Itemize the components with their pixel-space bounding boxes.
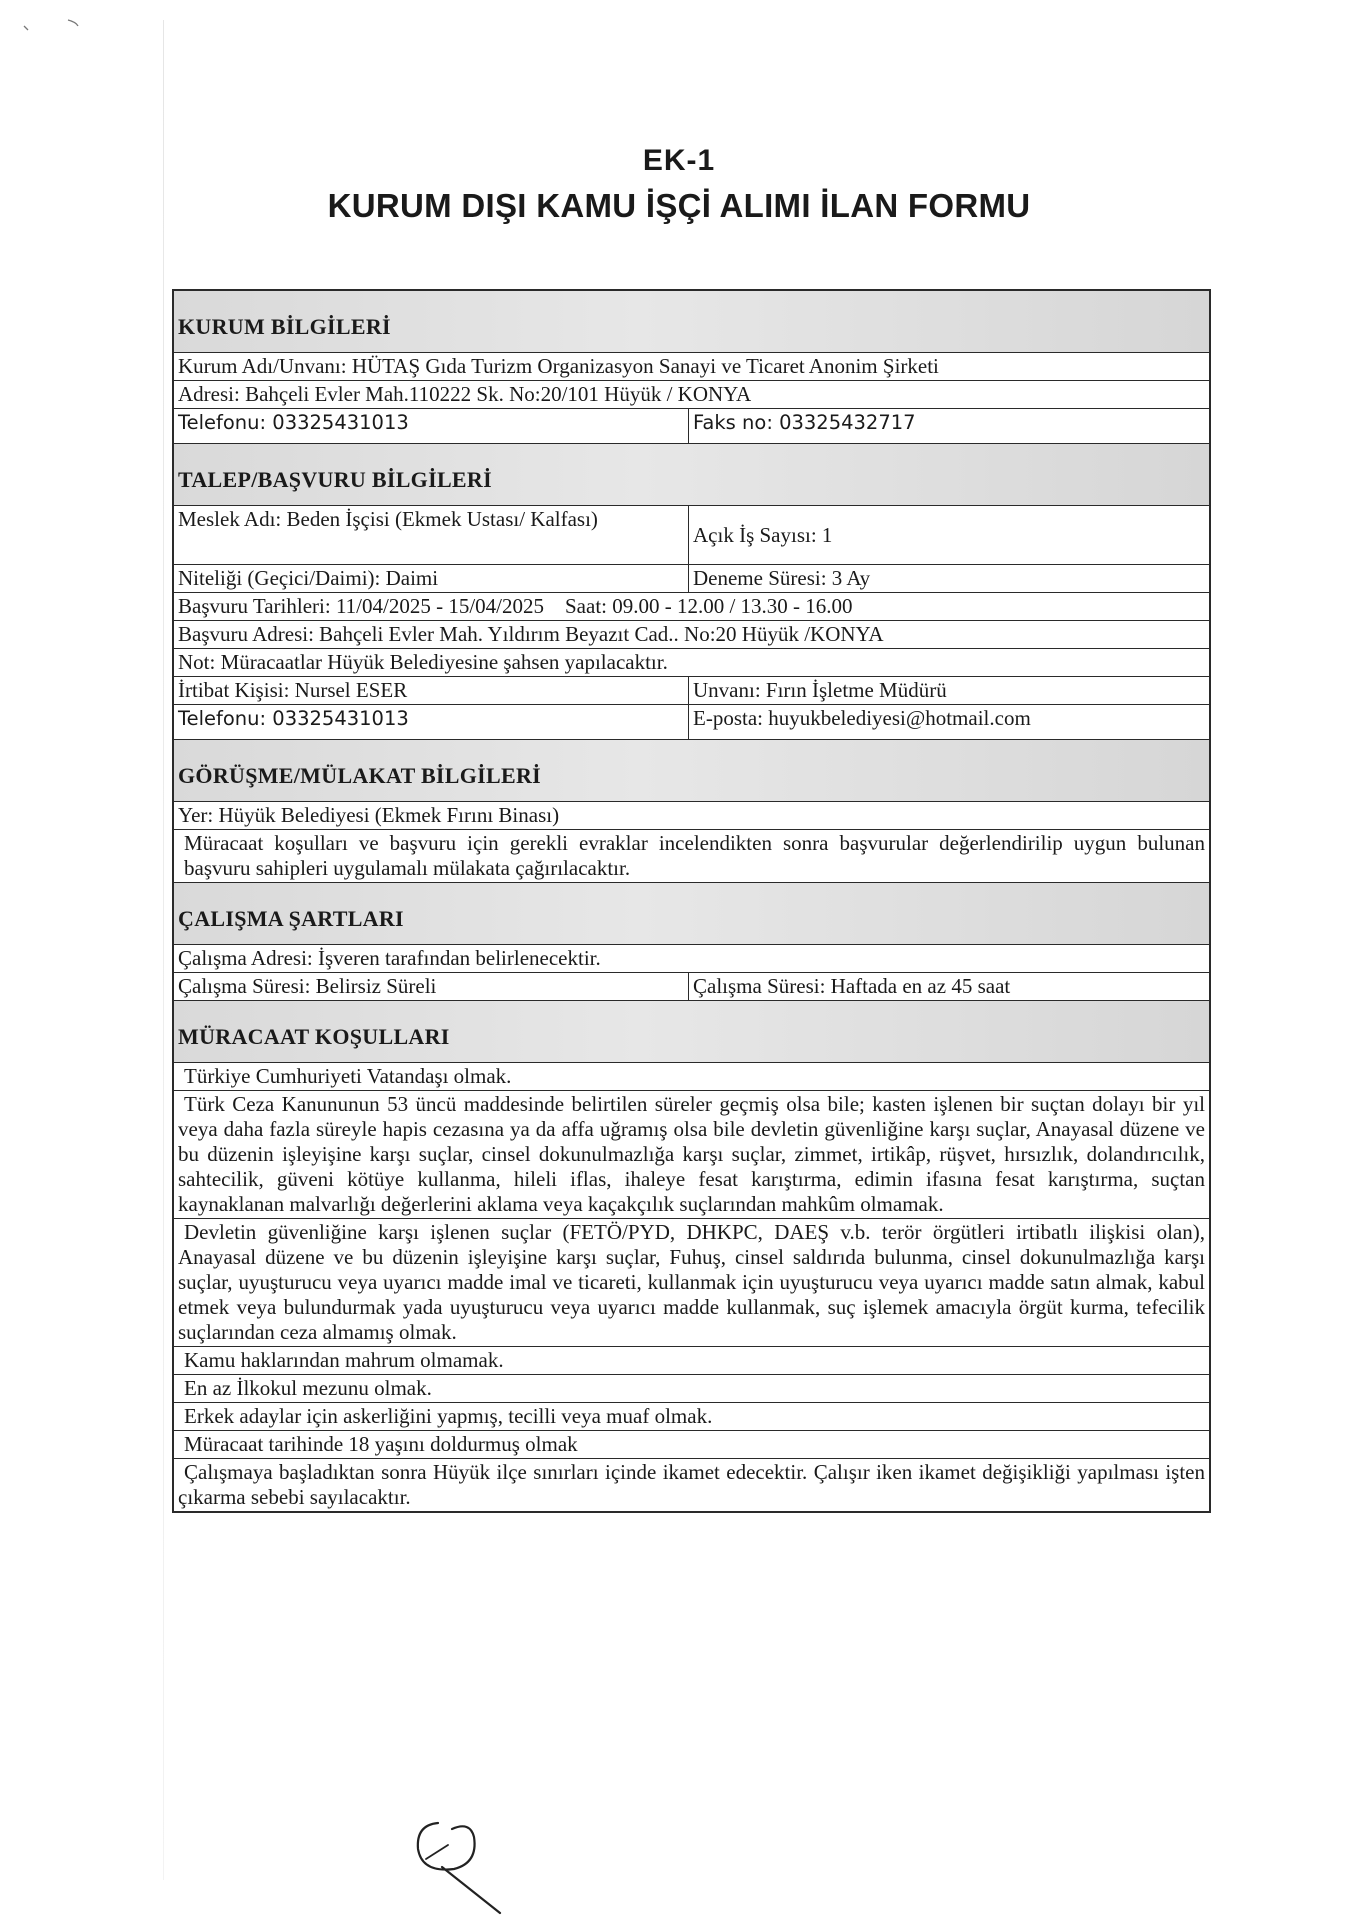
form-row <box>174 802 1209 830</box>
condition-row <box>174 1347 1209 1375</box>
form-row <box>174 565 1209 593</box>
institution-address: Adresi: Bahçeli Evler Mah.110222 Sk. No:20/101 Hüyük / KONYA <box>178 382 752 406</box>
condition-item: Müracaat tarihinde 18 yaşını doldurmuş olmak <box>184 1432 578 1456</box>
form-row <box>174 409 1209 444</box>
form-row <box>174 621 1209 649</box>
condition-row <box>174 1091 1209 1219</box>
form-row <box>174 945 1209 973</box>
form-row <box>174 973 1209 1001</box>
interview-description: Müracaat koşulları ve başvuru için gerekli evraklar incelendikten sonra başvurular değerlendirilip uygun bulunan başvuru sahipleri uygulamalı mülakata çağırılacaktır. <box>184 831 1205 880</box>
form-row <box>174 649 1209 677</box>
condition-row <box>174 1375 1209 1403</box>
institution-name: Kurum Adı/Unvanı: HÜTAŞ Gıda Turizm Organizasyon Sanayi ve Ticaret Anonim Şirketi <box>178 354 939 378</box>
trial-period: Deneme Süresi: 3 Ay <box>693 566 871 590</box>
job-nature: Niteliği (Geçici/Daimi): Daimi <box>174 565 689 592</box>
section-heading-calisma: ÇALIŞMA ŞARTLARI <box>174 883 1209 945</box>
condition-row <box>174 1219 1209 1347</box>
form-row <box>174 353 1209 381</box>
work-duration-hours: Çalışma Süresi: Haftada en az 45 saat <box>693 974 1011 998</box>
scan-corner-mark <box>20 14 80 38</box>
condition-item: Çalışmaya başladıktan sonra Hüyük ilçe sınırları içinde ikamet edecektir. Çalışır iken ikamet değişikliği yapılması işten çıkarma sebebi sayılacaktır. <box>178 1460 1205 1509</box>
open-positions: Açık İş Sayısı: 1 <box>693 522 833 547</box>
condition-row <box>174 1403 1209 1431</box>
condition-item: Kamu haklarından mahrum olmamak. <box>184 1348 504 1372</box>
handwritten-signature <box>408 1815 518 1915</box>
contact-person: İrtibat Kişisi: Nursel ESER <box>174 677 689 704</box>
condition-row <box>174 1459 1209 1512</box>
condition-row <box>174 1063 1209 1091</box>
form-row <box>174 830 1209 883</box>
scan-edge-line <box>163 20 164 1880</box>
application-note: Not: Müracaatlar Hüyük Belediyesine şahsen yapılacaktır. <box>178 650 668 674</box>
work-duration-type: Çalışma Süresi: Belirsiz Süreli <box>174 973 689 1000</box>
section-heading-muracaat: MÜRACAAT KOŞULLARI <box>174 1001 1209 1063</box>
application-form-table <box>172 289 1211 1513</box>
contact-title: Unvanı: Fırın İşletme Müdürü <box>693 678 947 702</box>
condition-item: En az İlkokul mezunu olmak. <box>184 1376 432 1400</box>
condition-item: Devletin güvenliğine karşı işlenen suçlar (FETÖ/PYD, DHKPC, DAEŞ v.b. terör örgütleri irtibatlı ilişkisi olan), Anayasal düzene ve bu düzenin işleyişine karşı suçlar, Fuhuş, cinsel saldırıda bulunma, cinsel dokunulmazlığa karşı suçlar, uyuşturucu veya uyarıcı madde imal ve ticareti, kullanmak için uyuşturucu veya uyarıcı madde satın almak, kabul etmek veya bulundurmak yada uyuşturucu veya uyarıcı madde kullanmak, suç işlemek amacıyla örgüt kurma, tefecilik suçlarından ceza almamış olmak. <box>178 1220 1205 1344</box>
condition-item: Türkiye Cumhuriyeti Vatandaşı olmak. <box>184 1064 512 1088</box>
form-row <box>174 381 1209 409</box>
institution-fax: Faks no: 03325432717 <box>693 411 916 434</box>
institution-phone: Telefonu: 03325431013 <box>174 409 689 443</box>
section-heading-kurum: KURUM BİLGİLERİ <box>174 291 1209 353</box>
form-row <box>174 593 1209 621</box>
title-block <box>0 142 1358 232</box>
form-row <box>174 705 1209 740</box>
section-heading-talep: TALEP/BAŞVURU BİLGİLERİ <box>174 444 1209 506</box>
condition-item: Türk Ceza Kanununun 53 üncü maddesinde belirtilen süreler geçmiş olsa bile; kasten işlenen bir suçtan dolayı bir yıl veya daha fazla süreyle hapis cezasına ya da affa uğramış olsa bile devletin güvenliğine karşı suçlar, Anayasal düzene ve bu düzenin işleyişine karşı suçlar, cinsel dokunulmazlığa karşı suçlar, zimmet, irtikâp, rüşvet, hırsızlık, dolandırıcılık, sahtecilik, güveni kötüye kullanma, hileli iflas, ihaleye fesat karıştırma, edimin ifasına fesat karıştırma, suçtan kaynaklanan malvarlığı değerlerini aklama veya kaçakçılık suçlarından mahkûm olmamak. <box>178 1092 1205 1216</box>
interview-place: Yer: Hüyük Belediyesi (Ekmek Fırını Binası) <box>178 803 560 827</box>
application-address: Başvuru Adresi: Bahçeli Evler Mah. Yıldırım Beyazıt Cad.. No:20 Hüyük /KONYA <box>178 622 884 646</box>
section-heading-mulakat: GÖRÜŞME/MÜLAKAT BİLGİLERİ <box>174 740 1209 802</box>
form-row <box>174 677 1209 705</box>
annex-label: EK-1 <box>642 144 716 177</box>
condition-item: Erkek adaylar için askerliğini yapmış, tecilli veya muaf olmak. <box>184 1404 713 1428</box>
condition-row <box>174 1431 1209 1459</box>
contact-email: E-posta: huyukbelediyesi@hotmail.com <box>693 706 1031 730</box>
application-dates: Başvuru Tarihleri: 11/04/2025 - 15/04/2025 Saat: 09.00 - 12.00 / 13.30 - 16.00 <box>178 594 853 618</box>
work-address: Çalışma Adresi: İşveren tarafından belirlenecektir. <box>178 946 601 970</box>
contact-phone: Telefonu: 03325431013 <box>174 705 689 739</box>
profession-name: Meslek Adı: Beden İşçisi (Ekmek Ustası/ Kalfası) <box>174 506 689 564</box>
form-title: KURUM DIŞI KAMU İŞÇİ ALIMI İLAN FORMU <box>327 187 1031 224</box>
form-row <box>174 506 1209 565</box>
